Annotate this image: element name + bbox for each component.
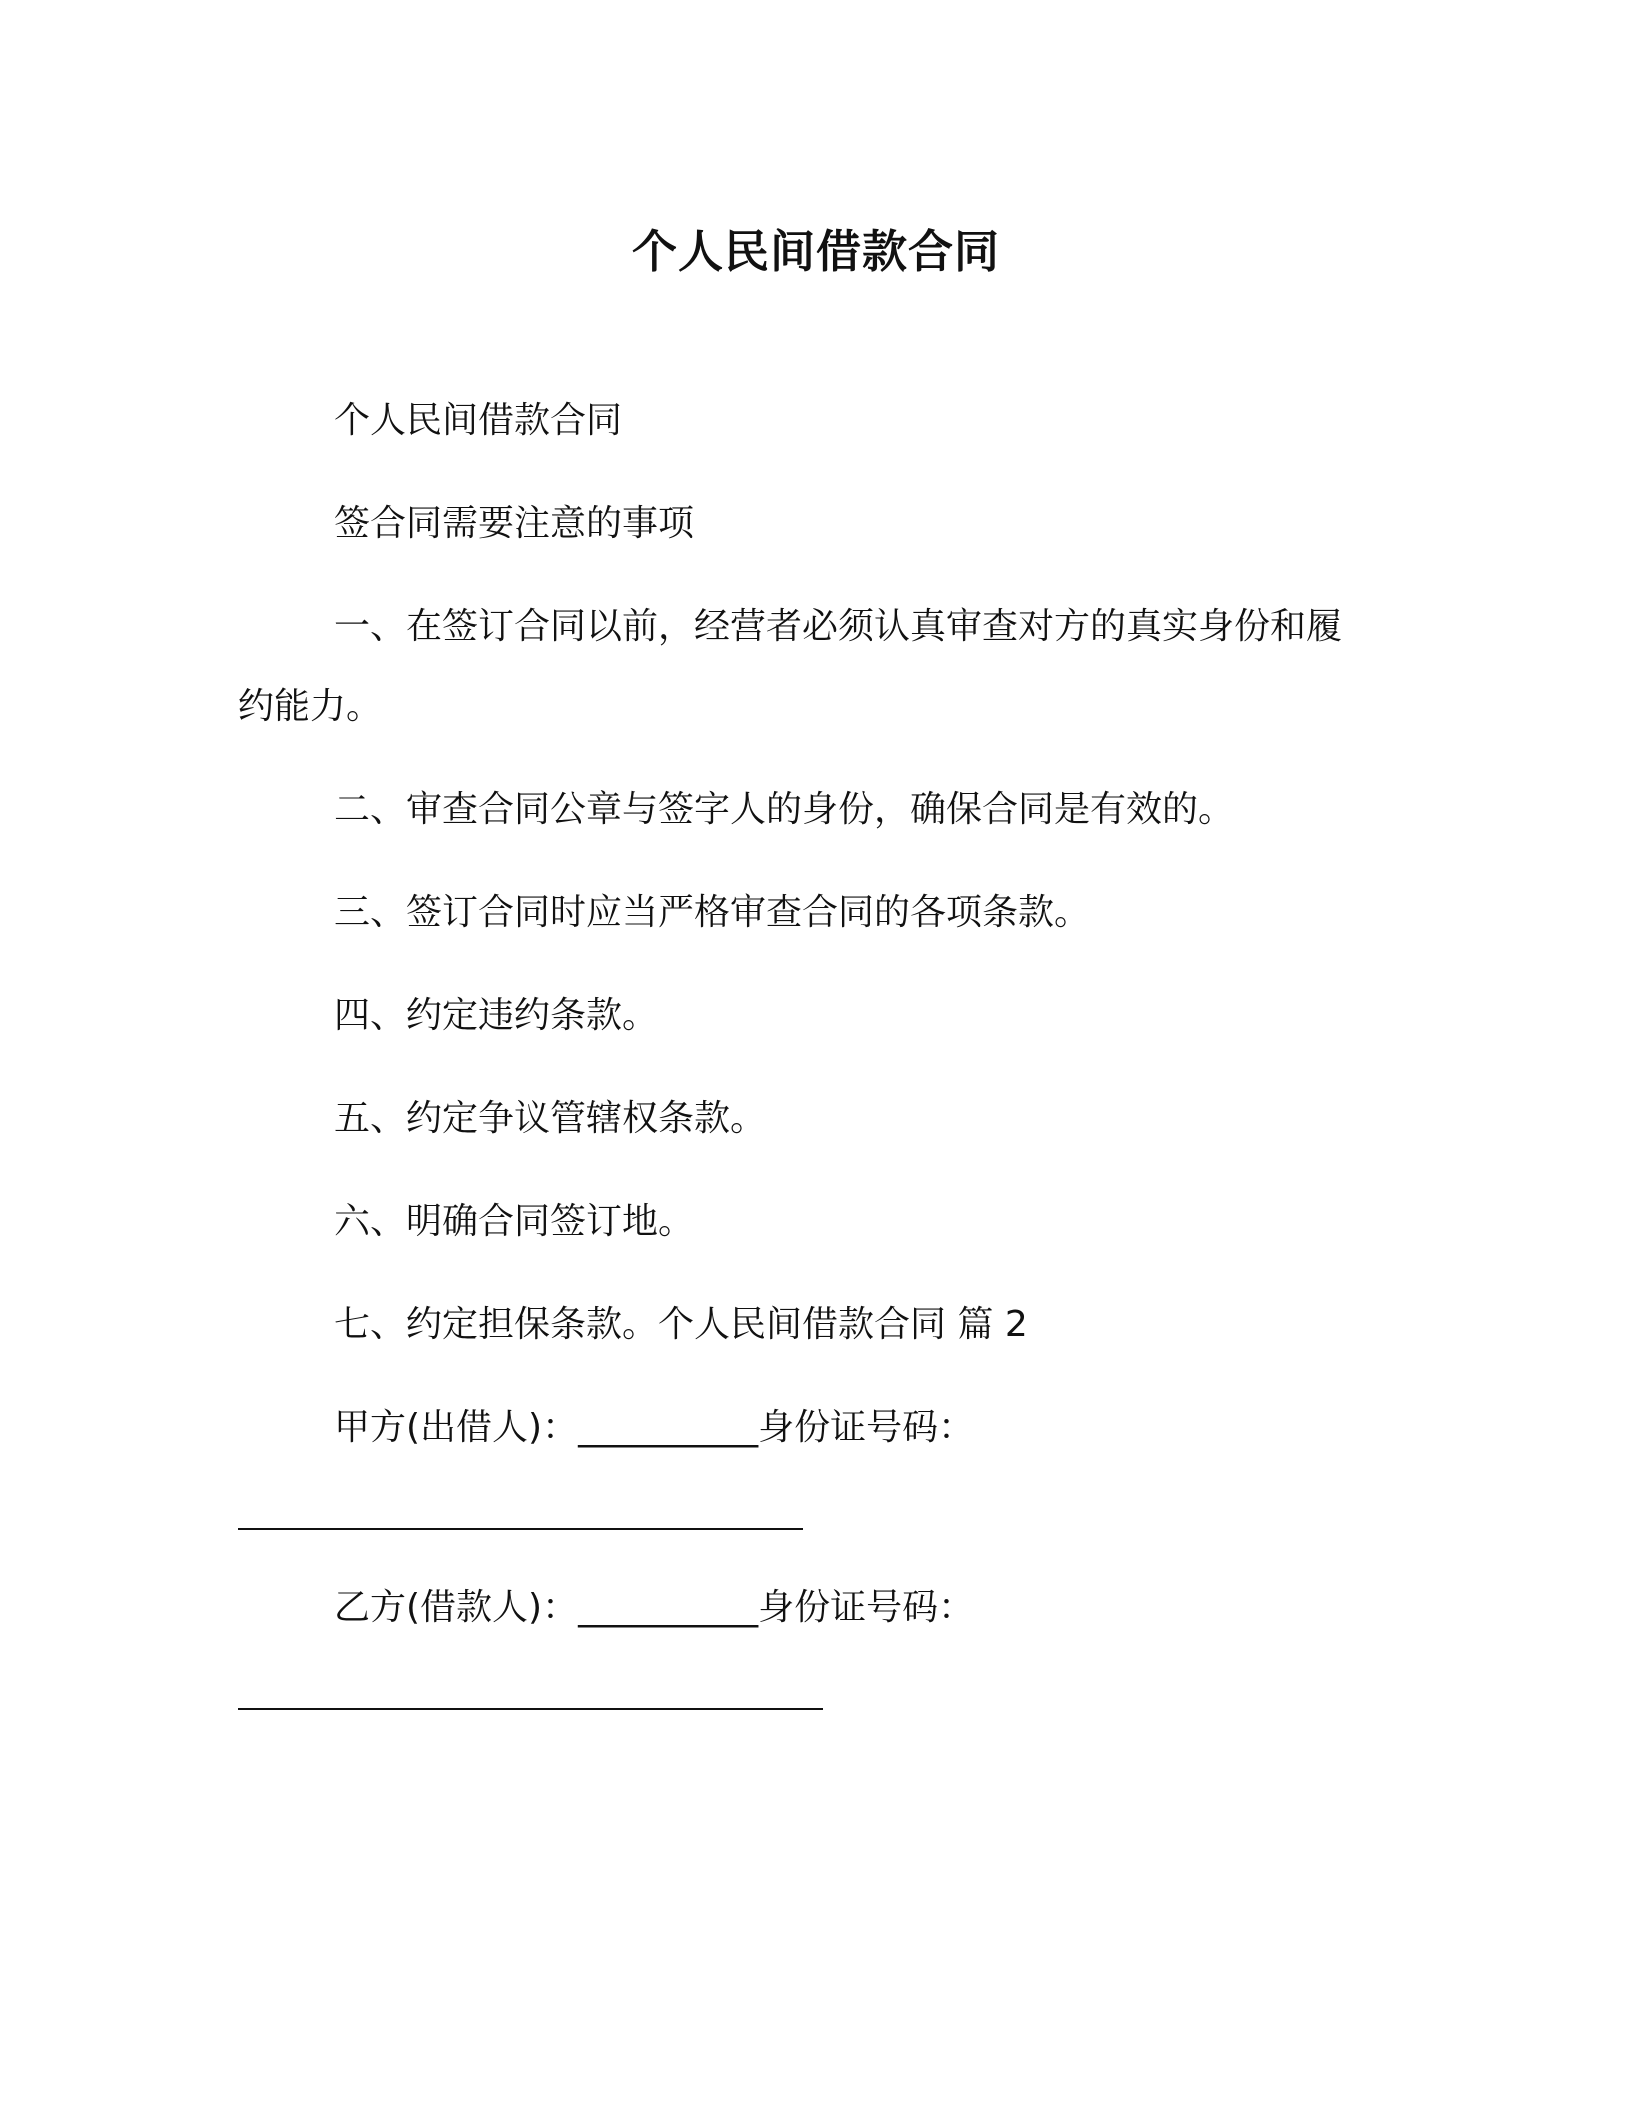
paragraph-heading: 个人民间借款合同 bbox=[334, 400, 623, 441]
paragraph-item-4: 四、约定违约条款。 bbox=[334, 995, 659, 1036]
paragraph-item-3: 三、签订合同时应当严格审查合同的各项条款。 bbox=[334, 892, 1091, 933]
paragraph-item-1-line-1: 一、在签订合同以前，经营者必须认真审查对方的真实身份和履 bbox=[334, 606, 1343, 647]
party-b-id-blank bbox=[238, 1708, 823, 1710]
party-a-id-blank bbox=[238, 1528, 803, 1530]
paragraph-item-6: 六、明确合同签订地。 bbox=[334, 1201, 695, 1242]
paragraph-item-5: 五、约定争议管辖权条款。 bbox=[334, 1098, 767, 1139]
paragraph-item-2: 二、审查合同公章与签字人的身份，确保合同是有效的。 bbox=[334, 789, 1235, 830]
party-a-line: 甲方(出借人)：__________身份证号码： bbox=[334, 1407, 975, 1448]
paragraph-item-7: 七、约定担保条款。个人民间借款合同 篇 2 bbox=[334, 1304, 1028, 1345]
party-b-line: 乙方(借款人)：__________身份证号码： bbox=[334, 1587, 975, 1628]
document-title: 个人民间借款合同 bbox=[631, 225, 1000, 278]
paragraph-notes-heading: 签合同需要注意的事项 bbox=[334, 503, 695, 544]
paragraph-item-1-line-2: 约能力。 bbox=[238, 686, 383, 727]
